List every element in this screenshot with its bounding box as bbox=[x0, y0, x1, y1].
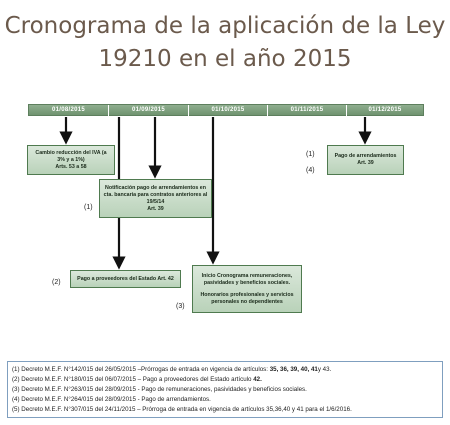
box-proveedores-line: Pago a proveedores del Estado Art. 42 bbox=[77, 275, 174, 282]
footnote-bold: 42. bbox=[253, 376, 262, 383]
box-notificacion-line: Art. 39 bbox=[147, 205, 164, 212]
footnote-text: (5) Decreto M.E.F. N°307/015 del 24/11/2015 – Prórroga de entrada en vigencia de artículos 35,36,40 y 41 para el 1/6/2016. bbox=[12, 406, 352, 413]
box-iva-line: Cambio reducción del IVA (a bbox=[35, 149, 107, 156]
box-arrend-line: Art. 39 bbox=[357, 160, 374, 166]
footnote bbox=[12, 405, 438, 415]
box-arrend-dic bbox=[327, 145, 404, 175]
box-arrend-line: Pago de arrendamientos bbox=[334, 153, 397, 159]
box-notificacion-line: cta. bancaria para contratos anteriores al bbox=[103, 191, 208, 198]
footnote bbox=[12, 385, 438, 395]
footnote-text: (4) Decreto M.E.F. N°264/015 del 28/09/2015 - Pago de arrendamientos. bbox=[12, 396, 211, 403]
box-notificacion-line: 19/5/14 bbox=[146, 198, 165, 205]
timeline-segment: 01/08/2015 bbox=[51, 107, 86, 113]
box-cronograma-line: pasividades y beneficios sociales. bbox=[203, 279, 291, 286]
footnote bbox=[12, 375, 438, 385]
timeline-segment: 01/10/2015 bbox=[211, 107, 245, 113]
footnotes-panel bbox=[7, 361, 443, 418]
footnote bbox=[12, 395, 438, 405]
box-cronograma-line: Honorarios profesionales y servicios bbox=[200, 291, 294, 298]
box-cronograma-line: personales no dependientes bbox=[211, 298, 283, 305]
marker-3-cronograma: (3) bbox=[176, 303, 185, 310]
box-iva-line: 3% y a 1%) bbox=[57, 156, 85, 163]
marker-2-proveedores: (2) bbox=[52, 279, 61, 286]
box-cronograma-line: Inicio Cronograma remuneraciones, bbox=[201, 272, 293, 279]
footnote-text: y 43. bbox=[317, 366, 332, 373]
marker-1-arrend: (1) bbox=[306, 151, 315, 158]
title-line-1: Cronograma de la aplicación de la Ley bbox=[4, 13, 446, 39]
marker-1-notificacion: (1) bbox=[84, 204, 93, 211]
footnote-bold: 35, 36, 39, 40, 41 bbox=[269, 366, 318, 373]
footnote-text: (1) Decreto M.E.F. N°142/015 del 26/05/2015 –Prórrogas de entrada en vigencia de artículos: bbox=[12, 366, 270, 373]
box-cronograma bbox=[192, 265, 302, 313]
footnote-text: (3) Decreto M.E.F. N°263/015 del 28/09/2015 - Pago de remuneraciones, pasividades y beneficios sociales. bbox=[12, 386, 307, 393]
footnote bbox=[12, 365, 438, 375]
box-iva-line: Arts. 53 a 58 bbox=[55, 163, 87, 170]
timeline-segment: 01/09/2015 bbox=[131, 107, 166, 113]
box-proveedores bbox=[70, 270, 181, 288]
box-notificacion-line: Notificación pago de arrendamientos en bbox=[105, 184, 206, 191]
timeline-segment: 01/11/2015 bbox=[290, 107, 324, 113]
box-iva bbox=[27, 145, 115, 175]
timeline-segment: 01/12/2015 bbox=[368, 107, 402, 113]
footnote-text: (2) Decreto M.E.F. N°180/015 del 06/07/2015 – Pago a proveedores del Estado artículo bbox=[12, 376, 254, 383]
title-line-2: 19210 en el año 2015 bbox=[98, 46, 352, 72]
box-notificacion bbox=[99, 179, 212, 218]
marker-4-arrend: (4) bbox=[306, 167, 315, 174]
